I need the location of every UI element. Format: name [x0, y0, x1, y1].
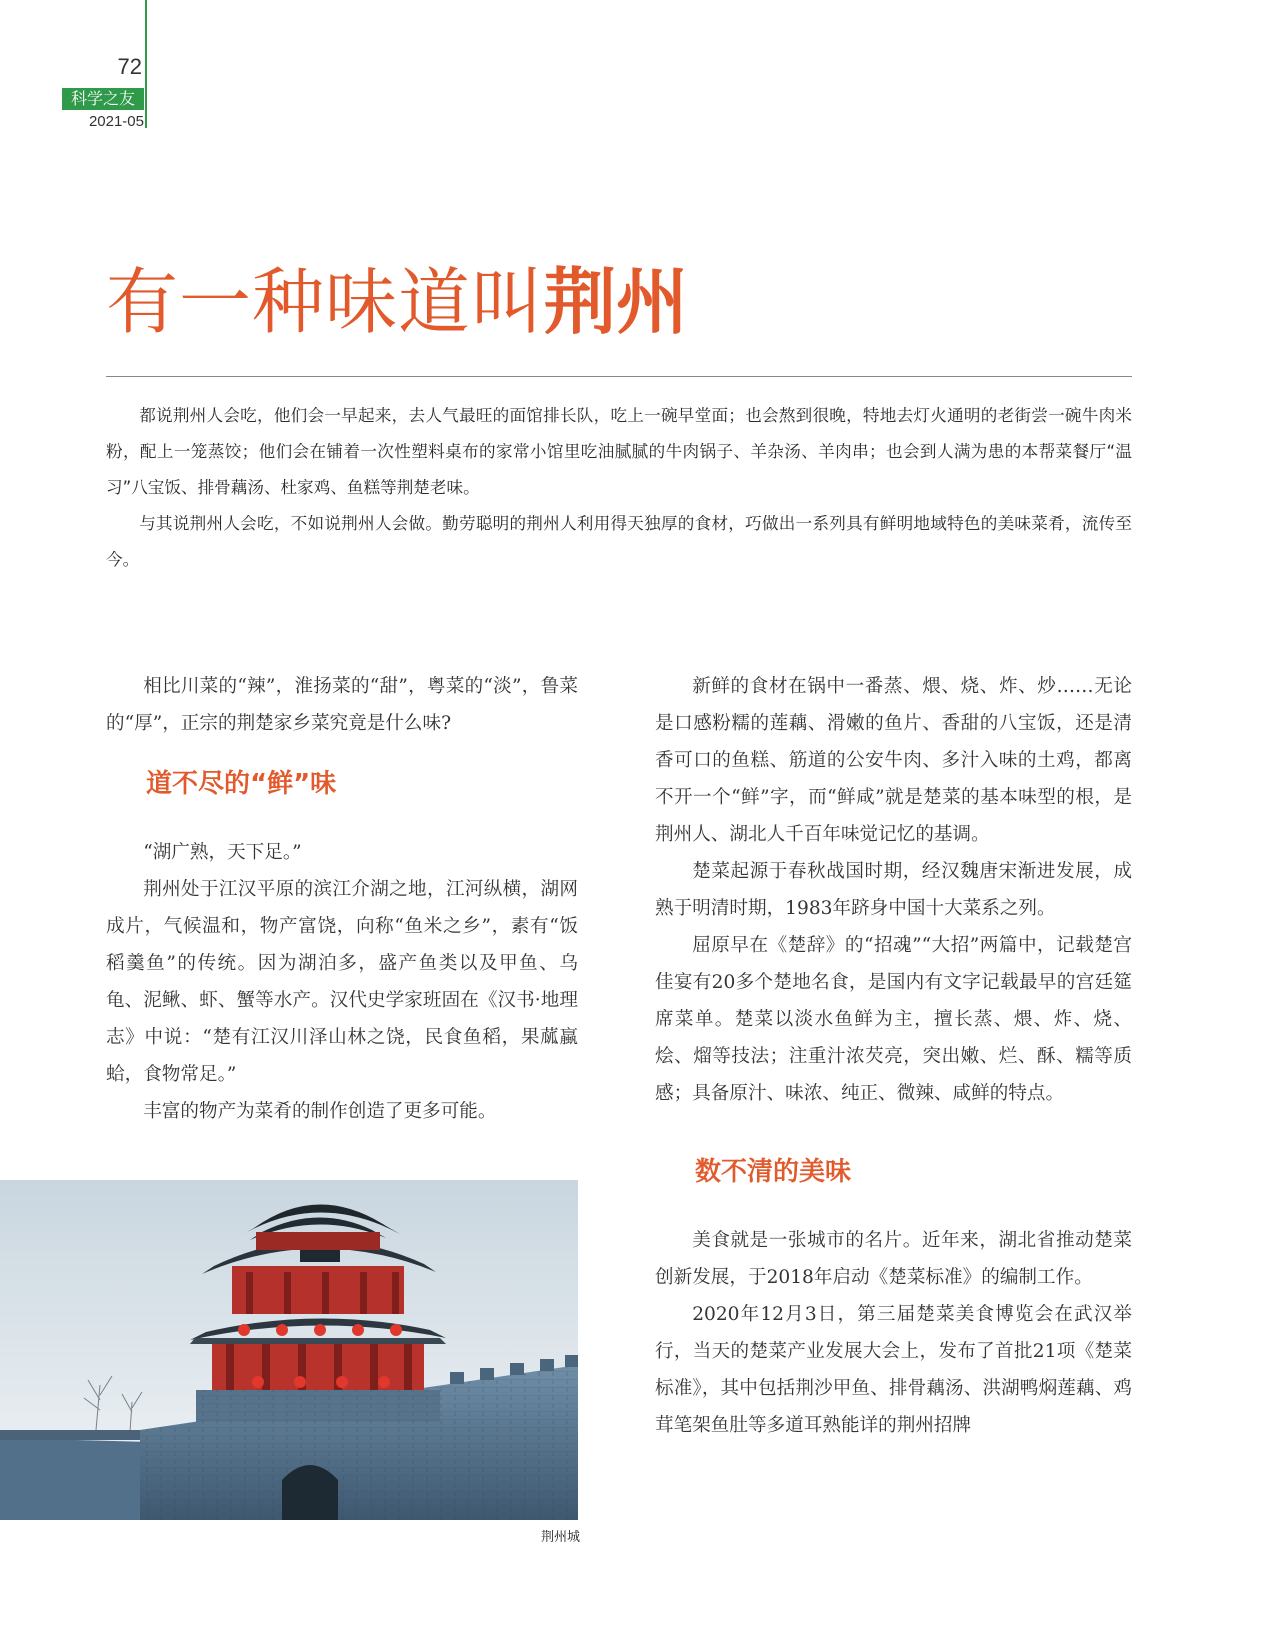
- body-paragraph: “湖广熟，天下足。”: [143, 842, 302, 863]
- intro-lead: [106, 398, 1132, 578]
- body-paragraph: 2020年12月3日，第三届楚菜美食博览会在武汉举行，当天的楚菜产业发展大会上，发布了首批21项《楚菜标准》，其中包括荆沙甲鱼、排骨藕汤、洪湖鸭焖莲藕、鸡茸笔架鱼肚等多道耳熟能详的荆州招牌: [655, 1304, 1132, 1436]
- title-rule: [106, 376, 1132, 377]
- photo-caption: 荆州城: [540, 1530, 580, 1545]
- page-number: 72: [117, 54, 142, 79]
- title-highlight: 荆州: [544, 260, 689, 344]
- body-paragraph: 丰富的物产为菜肴的制作创造了更多可能。: [143, 1101, 497, 1122]
- body-paragraph: 美食就是一张城市的名片。近年来，湖北省推动楚菜创新发展，于2018年启动《楚菜标准》的编制工作。: [655, 1230, 1132, 1288]
- city-gate-photo: [0, 1180, 578, 1520]
- body-paragraph: 相比川菜的“辣”，淮扬菜的“甜”，粤菜的“淡”，鲁菜的“厚”，正宗的荆楚家乡菜究竟是什么味?: [106, 676, 578, 734]
- right-column: [655, 668, 1132, 1444]
- city-gate-illustration: [0, 1180, 578, 1520]
- section-heading: 道不尽的“鲜”味: [146, 769, 337, 799]
- body-paragraph: 屈原早在《楚辞》的“招魂”“大招”两篇中，记载楚宫佳宴有20多个楚地名食，是国内有文字记载最早的宫廷筵席菜单。楚菜以淡水鱼鲜为主，擅长蒸、煨、炸、烧、烩、熘等技法；注重汁浓芡亮，突出嫩、烂、酥、糯等质感；具备原汁、味浓、纯正、微辣、咸鲜的特点。: [655, 935, 1132, 1104]
- body-paragraph: 新鲜的食材在锅中一番蒸、煨、烧、炸、炒……无论是口感粉糯的莲藕、滑嫩的鱼片、香甜的八宝饭，还是清香可口的鱼糕、筋道的公安牛肉、多汁入味的土鸡，都离不开一个“鲜”字，而“鲜咸”就是楚菜的基本味型的根，是荆州人、湖北人千百年味觉记忆的基调。: [655, 676, 1132, 845]
- issue-date: 2021-05: [88, 113, 144, 130]
- title-main: 有一种味道叫: [106, 260, 545, 344]
- article-title: [106, 262, 688, 342]
- left-column: [106, 668, 578, 1130]
- body-paragraph: 楚菜起源于春秋战国时期，经汉魏唐宋渐进发展，成熟于明清时期，1983年跻身中国十大菜系之列。: [655, 861, 1132, 919]
- header-divider-line: [145, 0, 147, 128]
- body-paragraph: 荆州处于江汉平原的滨江介湖之地，江河纵横，湖网成片，气候温和，物产富饶，向称“鱼米之乡”，素有“饭稻羹鱼”的传统。因为湖泊多，盛产鱼类以及甲鱼、乌龟、泥鳅、虾、蟹等水产。汉代史学家班固在《汉书·地理志》中说：“楚有江汉川泽山林之饶，民食鱼稻，果蓏蠃蛤，食物常足。”: [106, 879, 578, 1085]
- magazine-name: 科学之友: [62, 88, 144, 110]
- intro-paragraph: 与其说荆州人会吃，不如说荆州人会做。勤劳聪明的荆州人利用得天独厚的食材，巧做出一系列具有鲜明地域特色的美味菜肴，流传至今。: [106, 514, 1132, 569]
- section-heading: 数不清的美味: [695, 1157, 852, 1187]
- intro-paragraph: 都说荆州人会吃，他们会一早起来，去人气最旺的面馆排长队，吃上一碗早堂面；也会熬到很晚，特地去灯火通明的老街尝一碗牛肉米粉，配上一笼蒸饺；他们会在铺着一次性塑料桌布的家常小馆里吃油腻腻的牛肉锅子、羊杂汤、羊肉串；也会到人满为患的本帮菜餐厅“温习”八宝饭、排骨藕汤、杜家鸡、鱼糕等荆楚老味。: [106, 406, 1132, 497]
